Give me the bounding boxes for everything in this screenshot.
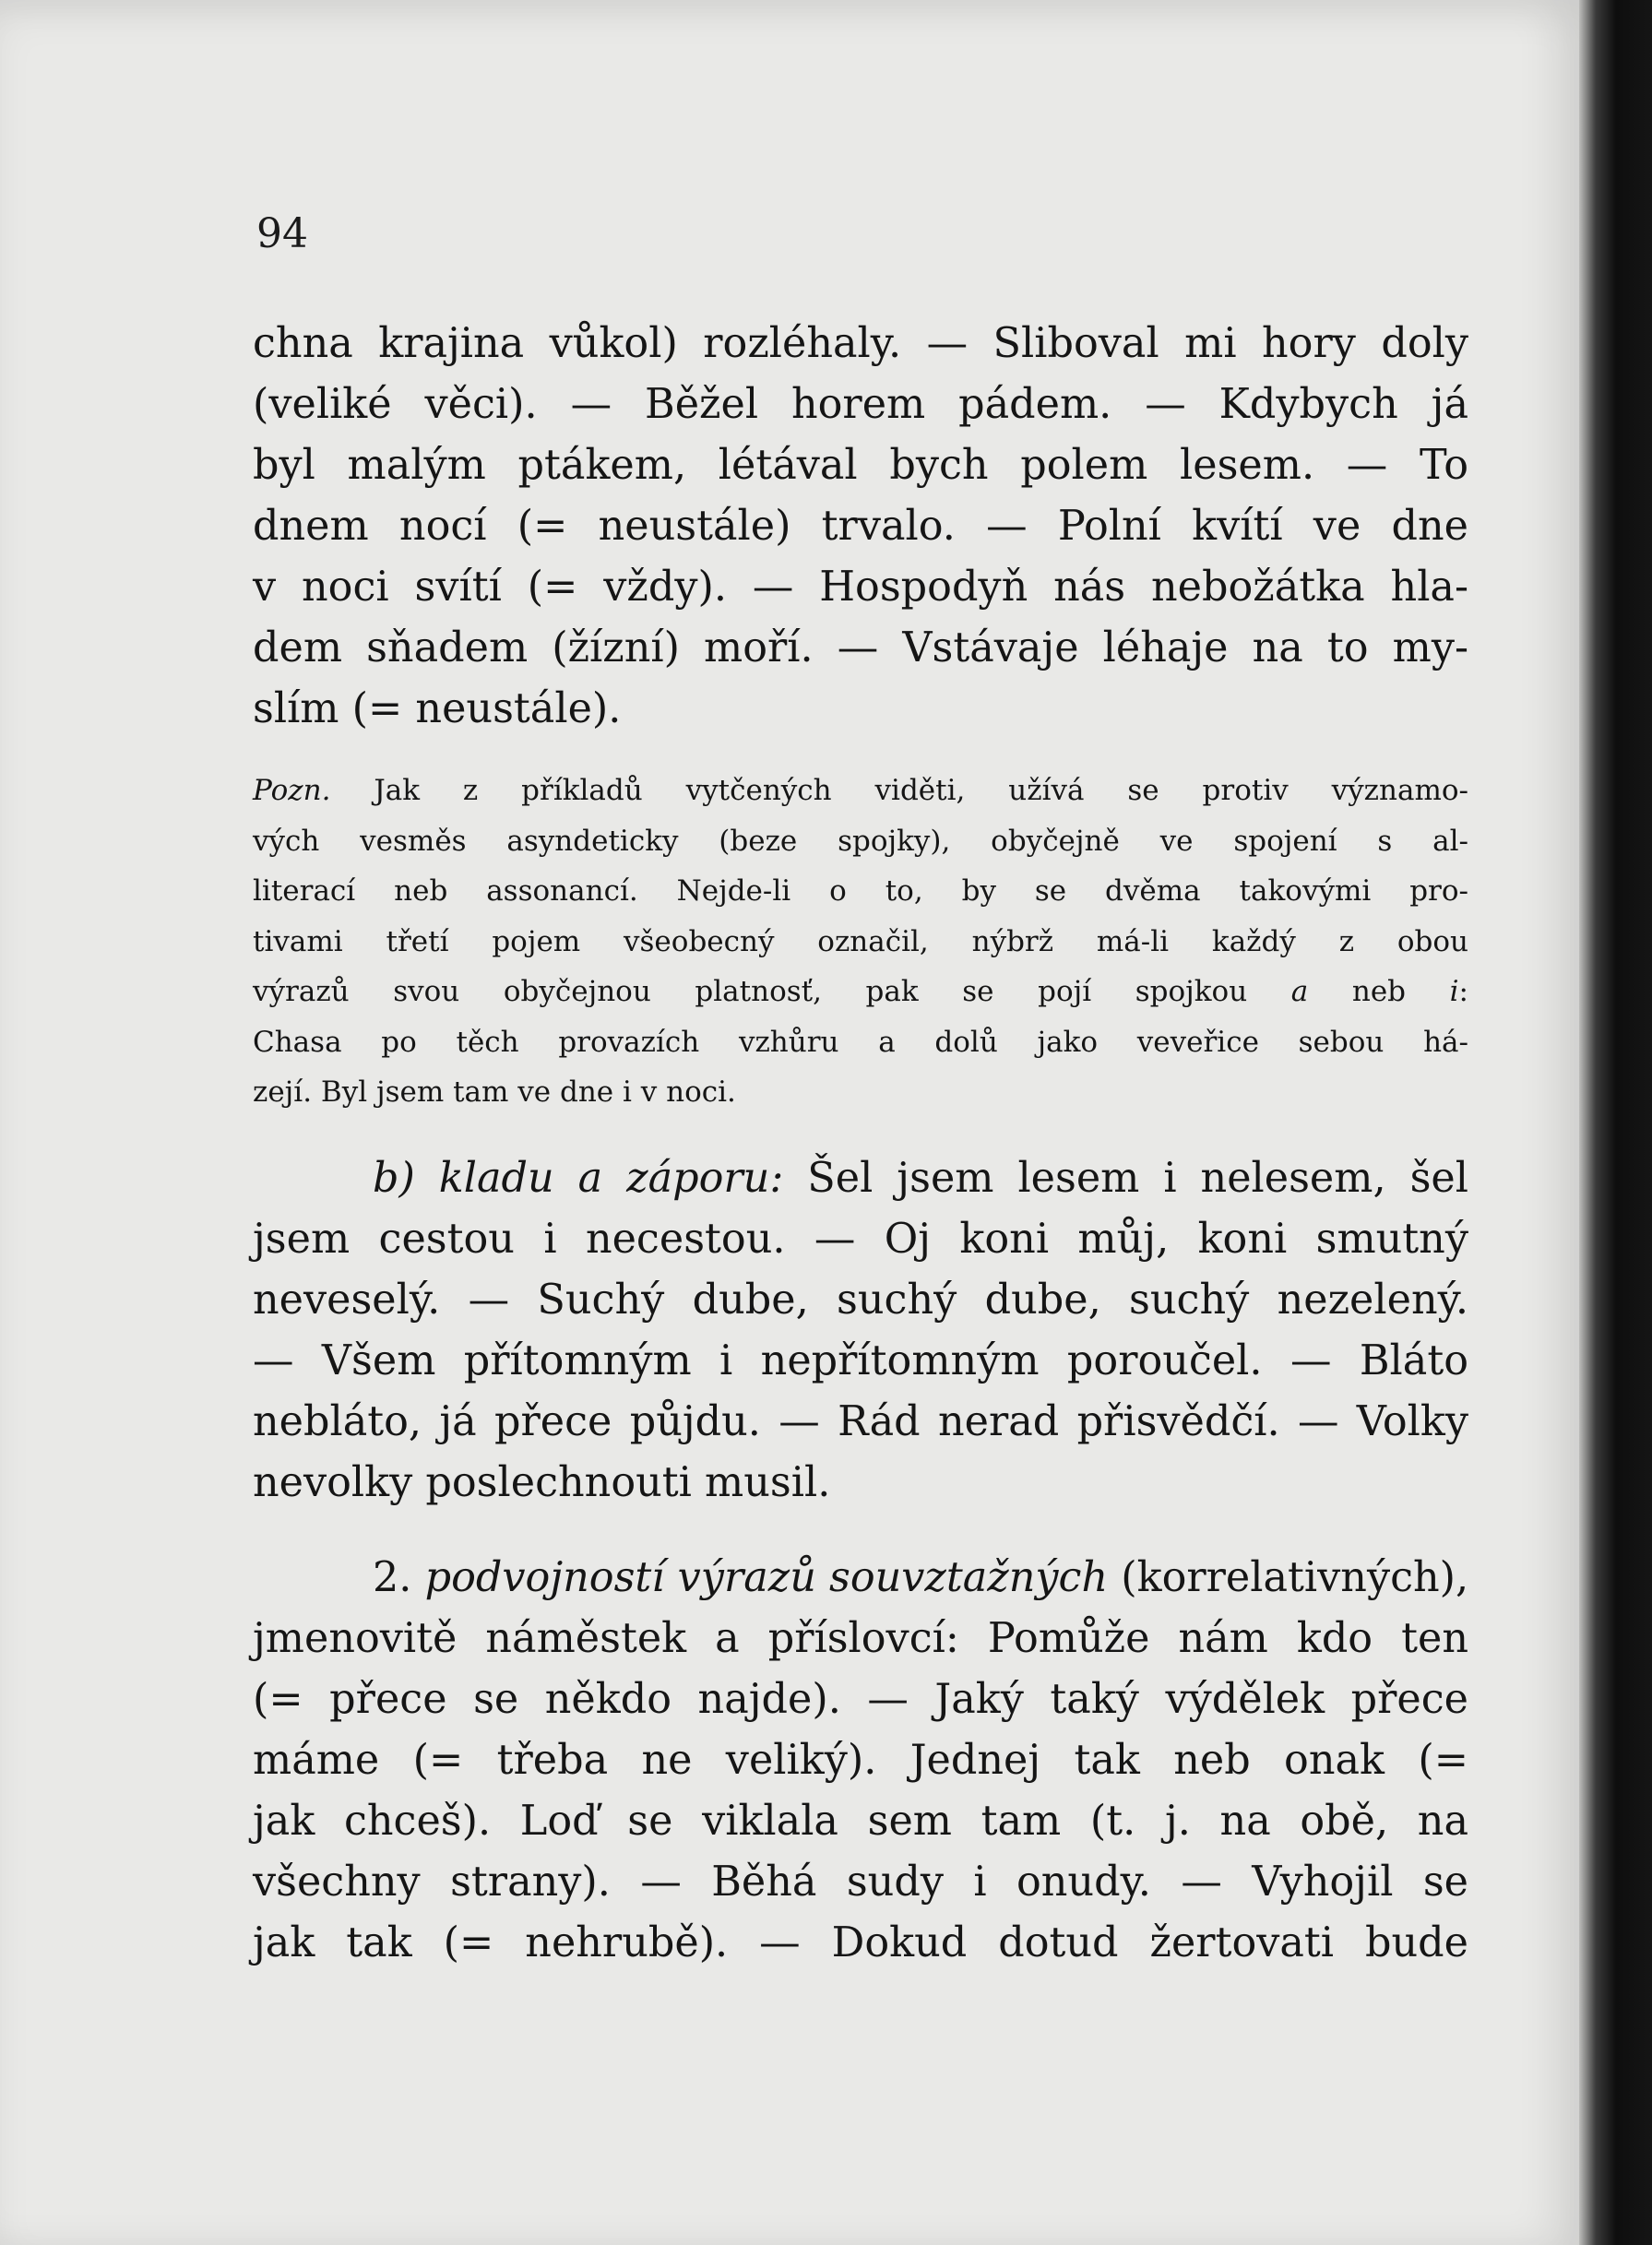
paragraph-2-heading: podvojností výrazů souvztažných	[424, 1554, 1109, 1601]
text-line: nevolky poslechnouti musil.	[253, 1459, 831, 1506]
paragraph-b-heading: b) kladu a záporu:	[373, 1155, 784, 1202]
paragraph-2-number: 2.	[373, 1554, 412, 1601]
note-first-line	[253, 766, 1468, 816]
note-line: zejí. Byl jsem tam ve dne i v noci.	[253, 1075, 736, 1109]
text-line: (= přece se někdo najde). — Jaký taký výdělek přece	[253, 1676, 1468, 1723]
conjunction-a: a	[1290, 975, 1309, 1008]
note-line: vých vesměs asyndeticky (beze spojky), obyčejně ve spojení s al-	[253, 824, 1468, 858]
text-line: neveselý. — Suchý dube, suchý dube, suchý nezelený.	[253, 1277, 1468, 1324]
note-line	[253, 967, 1468, 1017]
paragraph-b	[253, 1148, 1468, 1514]
text-line: máme (= třeba ne veliký). Jednej tak neb onak (=	[253, 1737, 1468, 1784]
note-line: literací neb assonancí. Nejde-li o to, by se dvěma takovými pro-	[253, 874, 1468, 908]
note-label: Pozn.	[253, 774, 331, 807]
book-edge-shadow	[1579, 0, 1652, 2245]
note-block	[253, 766, 1468, 1118]
paragraph-b-first-line	[253, 1148, 1468, 1209]
note-text: výrazů svou obyčejnou platnosť, pak se pojí spojkou	[253, 975, 1291, 1008]
note-text: Jak z příkladů vytčených viděti, užívá se protiv významo-	[330, 774, 1468, 807]
conjunction-i: i	[1449, 975, 1459, 1008]
text-line: nebláto, já přece půjdu. — Rád nerad přisvědčí. — Volky	[253, 1398, 1468, 1445]
note-text: neb	[1308, 975, 1450, 1008]
paragraph-continuation	[253, 314, 1468, 740]
note-line: tivami třetí pojem všeobecný označil, nýbrž má-li každý z obou	[253, 924, 1468, 958]
text-line: jak tak (= nehrubě). — Dokud dotud žertovati bude	[253, 1919, 1468, 1966]
text-line: jak chceš). Loď se viklala sem tam (t. j. na obě, na	[253, 1798, 1468, 1845]
page-number: 94	[256, 210, 308, 257]
note-text: :	[1458, 975, 1468, 1008]
text-line: — Všem přítomným i nepřítomným poroučel. — Bláto	[253, 1337, 1468, 1384]
text-line: dem sňadem (žízní) moří. — Vstávaje léhaje na to my-	[253, 624, 1468, 671]
text-line: chna krajina vůkol) rozléhaly. — Sliboval mi hory doly	[253, 320, 1468, 367]
note-line: Chasa po těch provazích vzhůru a dolů jako veveřice sebou há-	[253, 1025, 1468, 1059]
paragraph-2	[253, 1548, 1468, 1974]
text-span: (korrelativných),	[1108, 1554, 1469, 1601]
text-line: (veliké věci). — Běžel horem pádem. — Kdybych já	[253, 381, 1468, 428]
text-line: dnem nocí (= neustále) trvalo. — Polní kvítí ve dne	[253, 503, 1468, 550]
paragraph-2-first-line	[253, 1548, 1468, 1609]
text-line: všechny strany). — Běhá sudy i onudy. — Vyhojil se	[253, 1859, 1468, 1906]
text-line: v noci svítí (= vždy). — Hospodyň nás nebožátka hla-	[253, 564, 1468, 611]
text-line: byl malým ptákem, létával bych polem lesem. — To	[253, 442, 1468, 489]
text-span: Šel jsem lesem i nelesem, šel	[783, 1155, 1468, 1202]
text-line: slím (= neustále).	[253, 685, 622, 732]
text-line: jmenovitě náměstek a příslovcí: Pomůže nám kdo ten	[253, 1615, 1468, 1662]
text-line: jsem cestou i necestou. — Oj koni můj, koni smutný	[253, 1216, 1468, 1263]
